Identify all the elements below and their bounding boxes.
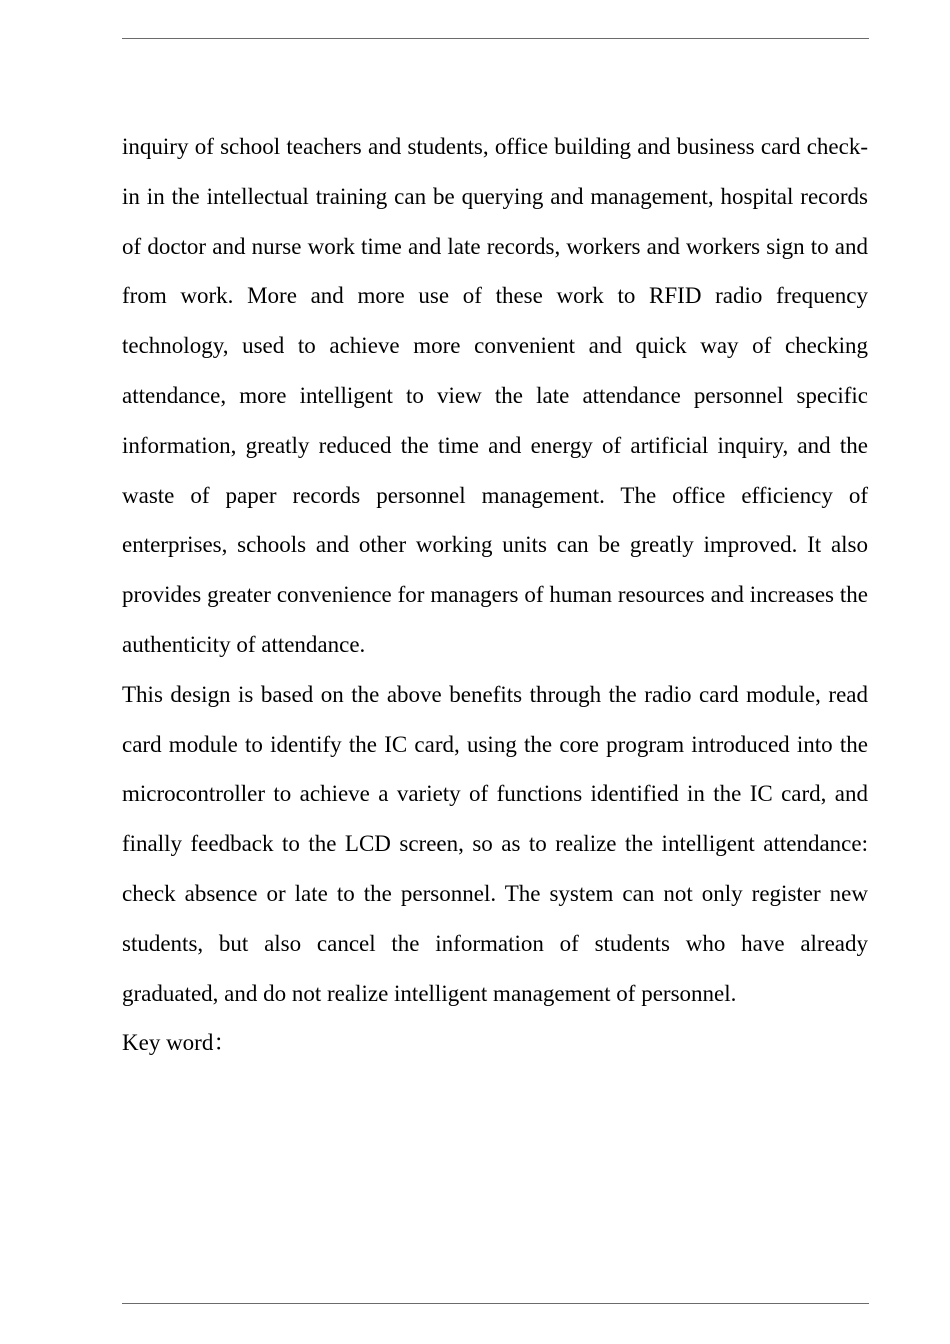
header-rule: [122, 38, 869, 39]
keyword-label: Key word：: [122, 1030, 237, 1056]
document-body: [122, 122, 868, 1068]
footer-rule: [122, 1303, 869, 1304]
paragraph-design: This design is based on the above benefits through the radio card module, read card module to identify the IC card, using the core program introduced into the microcontroller to achieve a variety of functions identified in the IC card, and finally feedback to the LCD screen, so as to realize the intelligent attendance: check absence or late to the personnel. The system can not only register new students, but also cancel the information of students who have already graduated, and do not realize intelligent management of personnel.: [122, 681, 868, 1006]
paragraph-intro: inquiry of school teachers and students, office building and business card check-in in the intellectual training can be querying and management, hospital records of doctor and nurse work time and late records, workers and workers sign to and from work. More and more use of these work to RFID radio frequency technology, used to achieve more convenient and quick way of checking attendance, more intelligent to view the late attendance personnel specific information, greatly reduced the time and energy of artificial inquiry, and the waste of paper records personnel management. The office efficiency of enterprises, schools and other working units can be greatly improved. It also provides greater convenience for managers of human resources and increases the authenticity of attendance.: [122, 134, 868, 657]
